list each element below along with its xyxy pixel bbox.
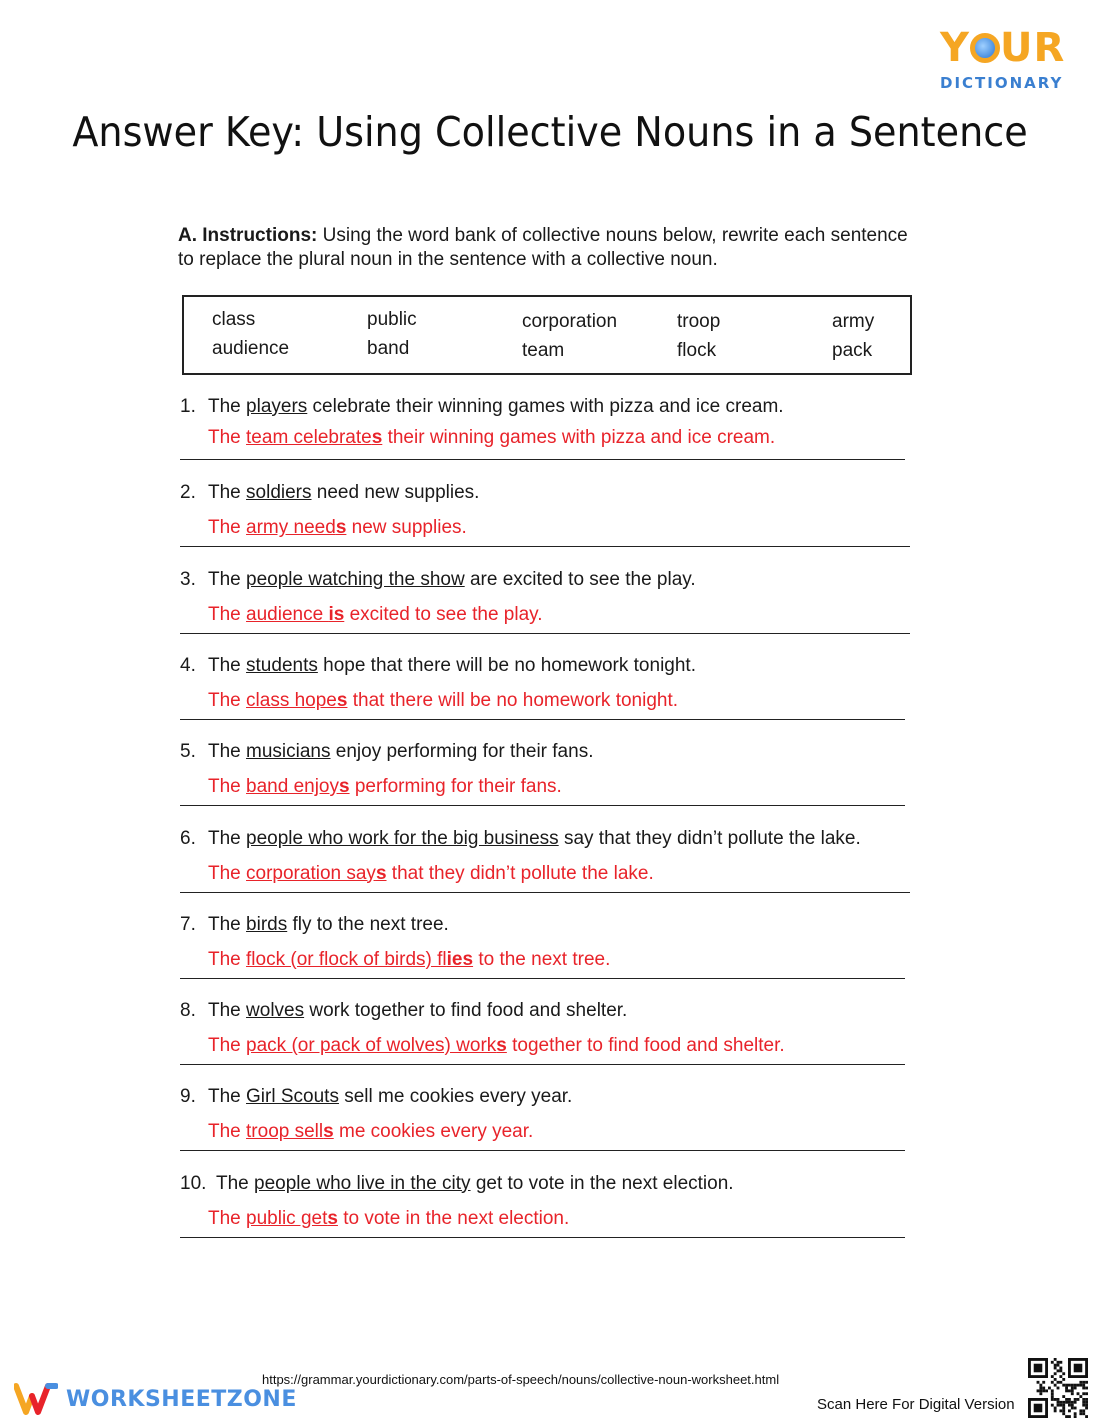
qr-module	[1074, 1384, 1077, 1387]
scan-prompt: Scan Here For Digital Version	[817, 1396, 1015, 1413]
text-segment: The	[208, 396, 247, 417]
answer-line	[180, 1237, 905, 1238]
text-segment: hope that there will be no homework tonight.	[317, 654, 696, 676]
qr-module	[1054, 1367, 1057, 1370]
underlined-noun: soldiers	[246, 482, 312, 504]
word-bank-item: team	[522, 340, 565, 361]
underlined-noun: students	[246, 654, 318, 676]
verb-ending-highlight: s	[335, 517, 347, 539]
qr-module	[1028, 1358, 1031, 1378]
qr-module	[1071, 1387, 1074, 1390]
qr-module	[1054, 1384, 1057, 1387]
text-segment: celebrate their winning games with pizza and ice cream.	[307, 396, 784, 417]
answer-text	[208, 427, 775, 449]
qr-module	[1045, 1358, 1048, 1378]
qr-module	[1068, 1415, 1071, 1418]
underlined-noun: players	[246, 396, 308, 417]
qr-module	[1059, 1401, 1062, 1404]
question-number: 6.	[180, 827, 196, 849]
qr-module	[1059, 1404, 1062, 1407]
question-number: 2.	[180, 482, 196, 504]
instructions-label: A. Instructions:	[178, 225, 318, 246]
text-segment: me cookies every year.	[333, 1121, 534, 1143]
page-title: Answer Key: Using Collective Nouns in a Sentence	[72, 108, 1028, 156]
qr-module	[1051, 1361, 1054, 1364]
underlined-noun: pack (or pack of wolves) work	[246, 1035, 497, 1057]
qr-module	[1065, 1415, 1068, 1418]
verb-ending-highlight: is	[328, 603, 345, 625]
question-number: 1.	[180, 396, 196, 417]
qr-module	[1071, 1407, 1074, 1410]
qr-module	[1057, 1364, 1060, 1367]
qr-module	[1079, 1395, 1082, 1398]
qr-module	[1085, 1392, 1088, 1395]
qr-module	[1051, 1381, 1054, 1384]
text-segment: excited to see the play.	[344, 603, 543, 625]
qr-module	[1074, 1387, 1077, 1390]
qr-module	[1059, 1367, 1062, 1370]
qr-module	[1037, 1389, 1040, 1392]
word-bank-item: audience	[212, 338, 290, 359]
text-segment: The	[208, 1121, 247, 1143]
qr-module	[1045, 1398, 1048, 1418]
text-segment: need new supplies.	[311, 482, 480, 504]
text-segment: The	[208, 1035, 247, 1057]
word-bank-item: corporation	[522, 311, 618, 332]
qr-module	[1062, 1407, 1065, 1410]
word-bank-item: class	[212, 309, 256, 330]
word-bank	[182, 295, 912, 375]
qr-module	[1085, 1401, 1088, 1404]
text-segment: enjoy performing for their fans.	[330, 741, 594, 763]
text-segment: their winning games with pizza and ice cream.	[382, 427, 776, 448]
question-number: 10.	[180, 1172, 207, 1194]
underlined-noun: troop sell	[246, 1121, 324, 1143]
verb-ending-highlight: s	[371, 427, 383, 448]
text-segment: new supplies.	[346, 517, 467, 539]
qr-module	[1068, 1398, 1071, 1401]
qr-module	[1028, 1415, 1048, 1418]
question-number: 7.	[180, 913, 196, 935]
qr-module	[1042, 1381, 1045, 1384]
qr-module	[1051, 1398, 1054, 1401]
qr-module	[1068, 1384, 1071, 1387]
text-segment: The	[208, 517, 247, 539]
qr-module	[1054, 1398, 1057, 1401]
question-number: 8.	[180, 1000, 196, 1022]
text-segment: The	[208, 654, 247, 676]
qr-module	[1065, 1384, 1068, 1387]
qr-module	[1074, 1415, 1077, 1418]
verb-ending-highlight: s	[327, 1207, 338, 1229]
qr-module	[1085, 1381, 1088, 1384]
qr-module	[1054, 1378, 1057, 1381]
question-text	[180, 569, 696, 591]
qr-module	[1059, 1369, 1062, 1372]
qr-module	[1054, 1409, 1057, 1412]
question-text	[180, 396, 784, 418]
answer-text	[208, 517, 467, 539]
qr-module	[1039, 1389, 1042, 1392]
answer-line	[180, 1150, 905, 1151]
qr-module	[1028, 1398, 1048, 1401]
qr-module	[1077, 1392, 1080, 1395]
underlined-noun: public get	[246, 1207, 328, 1229]
qr-module	[1039, 1392, 1042, 1395]
question-item	[180, 741, 912, 811]
word-bank-item: band	[367, 338, 410, 359]
qr-module	[1059, 1409, 1062, 1412]
qr-module	[1071, 1389, 1074, 1392]
verb-ending-highlight: s	[375, 862, 387, 884]
answer-text	[208, 1121, 533, 1143]
qr-module	[1062, 1404, 1065, 1407]
question-item	[180, 655, 912, 725]
question-text	[180, 1086, 572, 1108]
qr-module	[1051, 1392, 1054, 1395]
word-bank-item: public	[367, 309, 417, 330]
qr-module	[1077, 1398, 1080, 1401]
question-number: 4.	[180, 654, 196, 676]
qr-module	[1082, 1401, 1085, 1404]
answer-text	[208, 776, 562, 798]
answer-line	[180, 892, 910, 893]
underlined-noun: band enjoy	[246, 776, 339, 798]
qr-module	[1079, 1384, 1082, 1387]
qr-module	[1082, 1398, 1085, 1401]
qr-module	[1037, 1381, 1040, 1384]
text-segment: The	[208, 776, 247, 798]
qr-module	[1071, 1401, 1074, 1404]
qr-module	[1028, 1358, 1048, 1361]
text-segment: say that they didn’t pollute the lake.	[558, 827, 861, 849]
qr-module	[1071, 1404, 1074, 1407]
question-text	[180, 1173, 734, 1195]
question-item	[180, 396, 912, 466]
qr-module	[1054, 1358, 1057, 1361]
qr-module	[1065, 1387, 1068, 1390]
text-segment: to the next tree.	[473, 948, 611, 970]
text-segment: The	[208, 827, 247, 849]
underlined-noun: people watching the show	[246, 568, 465, 590]
qr-module	[1082, 1409, 1085, 1412]
text-segment: The	[216, 1172, 255, 1194]
text-segment: sell me cookies every year.	[338, 1086, 573, 1108]
answer-text	[208, 1035, 785, 1057]
qr-module	[1062, 1401, 1065, 1404]
qr-module	[1059, 1381, 1062, 1384]
text-segment: performing for their fans.	[349, 776, 562, 798]
qr-module	[1051, 1375, 1054, 1378]
underlined-noun: musicians	[246, 741, 331, 763]
qr-module	[1068, 1375, 1088, 1378]
qr-module	[1057, 1387, 1060, 1390]
answer-line	[180, 1064, 905, 1065]
verb-ending-highlight: s	[336, 689, 348, 711]
qr-module	[1065, 1398, 1068, 1401]
logo-your-wordmark: Y UR	[940, 25, 1066, 71]
text-segment: fly to the next tree.	[287, 913, 449, 935]
qr-module	[1054, 1364, 1057, 1367]
qr-module	[1051, 1404, 1054, 1407]
qr-module	[1059, 1361, 1062, 1364]
underlined-noun: people who work for the big business	[246, 827, 559, 849]
qr-module	[1074, 1364, 1083, 1373]
qr-module	[1082, 1412, 1085, 1415]
question-text	[180, 482, 479, 504]
qr-module	[1057, 1361, 1060, 1364]
text-segment: The	[208, 1086, 247, 1108]
qr-module	[1048, 1387, 1051, 1390]
qr-module	[1051, 1389, 1054, 1392]
question-item	[180, 828, 912, 898]
source-url[interactable]: https://grammar.yourdictionary.com/parts-of-speech/nouns/collective-noun-worksheet.html	[262, 1372, 780, 1387]
qr-module	[1054, 1372, 1057, 1375]
worksheetzone-logo-icon	[14, 1382, 58, 1416]
word-bank-item: army	[832, 311, 875, 332]
qr-module	[1074, 1412, 1077, 1415]
text-segment: that there will be no homework tonight.	[347, 689, 679, 711]
text-segment: The	[208, 1000, 247, 1022]
text-segment: The	[208, 603, 247, 625]
text-segment: The	[208, 862, 247, 884]
text-segment: The	[208, 913, 247, 935]
instructions	[178, 224, 948, 272]
text-segment: together to find food and shelter.	[506, 1035, 785, 1057]
qr-module	[1068, 1358, 1088, 1361]
qr-module	[1068, 1409, 1071, 1412]
qr-module	[1039, 1387, 1042, 1390]
underlined-noun: birds	[246, 913, 288, 935]
verb-ending-highlight: ies	[446, 948, 474, 970]
underlined-noun: Girl Scouts	[246, 1086, 339, 1108]
qr-module	[1068, 1401, 1071, 1404]
qr-module	[1054, 1407, 1057, 1410]
worksheetzone-wordmark: WORKSHEETZONE	[66, 1386, 297, 1412]
underlined-noun: class hope	[246, 689, 337, 711]
verb-ending-highlight: s	[496, 1035, 507, 1057]
text-segment: get to vote in the next election.	[470, 1172, 734, 1194]
verb-ending-highlight: s	[339, 776, 350, 798]
qr-module	[1079, 1381, 1082, 1384]
verb-ending-highlight: s	[323, 1121, 334, 1143]
qr-module	[1082, 1381, 1085, 1384]
question-item	[180, 482, 912, 552]
qr-module	[1082, 1392, 1085, 1395]
qr-module	[1062, 1372, 1065, 1375]
answer-line	[180, 805, 905, 806]
qr-module	[1062, 1395, 1065, 1398]
qr-module	[1028, 1398, 1031, 1418]
question-item	[180, 569, 912, 639]
qr-module	[1057, 1398, 1060, 1401]
text-segment: The	[208, 568, 247, 590]
qr-module	[1057, 1401, 1060, 1404]
instructions-line2: to replace the plural noun in the sentence with a collective noun.	[178, 249, 718, 270]
qr-module	[1057, 1369, 1060, 1372]
qr-module	[1079, 1412, 1082, 1415]
qr-module	[1071, 1384, 1074, 1387]
qr-module	[1082, 1387, 1085, 1390]
underlined-noun: team celebrate	[246, 427, 372, 448]
qr-module	[1034, 1404, 1043, 1413]
question-number: 5.	[180, 741, 196, 763]
qr-code-icon[interactable]	[1028, 1358, 1088, 1418]
underlined-noun: flock (or flock of birds) fl	[246, 948, 447, 970]
qr-module	[1085, 1387, 1088, 1390]
qr-module	[1068, 1389, 1071, 1392]
question-text	[180, 828, 861, 850]
question-item	[180, 914, 912, 984]
magnifier-icon	[970, 33, 1000, 63]
logo-dictionary-wordmark: DICTIONARY	[940, 74, 1064, 92]
qr-module	[1039, 1384, 1042, 1387]
text-segment: are excited to see the play.	[464, 568, 696, 590]
answer-text	[208, 1208, 569, 1230]
question-number: 3.	[180, 568, 196, 590]
qr-module	[1057, 1404, 1060, 1407]
question-text	[180, 1000, 627, 1022]
qr-module	[1059, 1375, 1062, 1378]
word-bank-item: troop	[677, 311, 721, 332]
qr-module	[1034, 1364, 1043, 1373]
qr-module	[1085, 1398, 1088, 1401]
qr-module	[1068, 1404, 1071, 1407]
qr-module	[1085, 1404, 1088, 1407]
text-segment: that they didn’t pollute the lake.	[386, 862, 654, 884]
text-segment: The	[208, 482, 247, 504]
underlined-noun: people who live in the city	[254, 1172, 471, 1194]
question-number: 9.	[180, 1086, 196, 1108]
qr-module	[1062, 1378, 1065, 1381]
answer-line	[180, 546, 910, 547]
question-item	[180, 1173, 912, 1243]
qr-module	[1074, 1401, 1077, 1404]
word-bank-item: pack	[832, 340, 873, 361]
qr-module	[1065, 1389, 1068, 1392]
qr-module	[1085, 1415, 1088, 1418]
question-text	[180, 655, 696, 677]
question-text	[180, 914, 449, 936]
qr-module	[1068, 1358, 1071, 1378]
qr-module	[1062, 1409, 1065, 1412]
qr-module	[1028, 1375, 1048, 1378]
qr-module	[1074, 1398, 1077, 1401]
question-item	[180, 1000, 912, 1070]
answer-line	[180, 719, 905, 720]
question-item	[180, 1086, 912, 1156]
question-text	[180, 741, 593, 763]
text-segment: to vote in the next election.	[337, 1207, 570, 1229]
underlined-noun: wolves	[246, 1000, 305, 1022]
underlined-noun: corporation say	[246, 862, 376, 884]
qr-module	[1079, 1409, 1082, 1412]
word-bank-item: flock	[677, 340, 717, 361]
qr-module	[1045, 1389, 1048, 1392]
answer-line	[180, 978, 905, 979]
qr-module	[1082, 1404, 1085, 1407]
qr-module	[1042, 1389, 1045, 1392]
qr-module	[1085, 1358, 1088, 1378]
qr-module	[1071, 1392, 1074, 1395]
qr-module	[1051, 1395, 1054, 1398]
qr-module	[1062, 1384, 1065, 1387]
underlined-noun: army need	[246, 517, 336, 539]
qr-module	[1085, 1407, 1088, 1410]
qr-module	[1077, 1384, 1080, 1387]
yourdictionary-logo	[940, 25, 1070, 92]
underlined-noun: audience	[246, 603, 329, 625]
text-segment: The	[208, 689, 247, 711]
qr-module	[1057, 1381, 1060, 1384]
answer-text	[208, 863, 654, 885]
qr-module	[1062, 1412, 1065, 1415]
instructions-line1: Using the word bank of collective nouns below, rewrite each sentence	[317, 225, 908, 246]
text-segment: The	[208, 741, 247, 763]
text-segment: The	[208, 427, 247, 448]
qr-module	[1082, 1384, 1085, 1387]
answer-line	[180, 633, 910, 634]
qr-module	[1074, 1407, 1077, 1410]
answer-line	[180, 459, 905, 460]
text-segment: work together to find food and shelter.	[304, 1000, 628, 1022]
answer-text	[208, 690, 678, 712]
answer-text	[208, 949, 610, 971]
worksheetzone-logo	[14, 1382, 297, 1416]
qr-module	[1065, 1401, 1068, 1404]
answer-text	[208, 604, 543, 626]
qr-module	[1042, 1387, 1045, 1390]
text-segment: The	[208, 1207, 247, 1229]
text-segment: The	[208, 948, 247, 970]
